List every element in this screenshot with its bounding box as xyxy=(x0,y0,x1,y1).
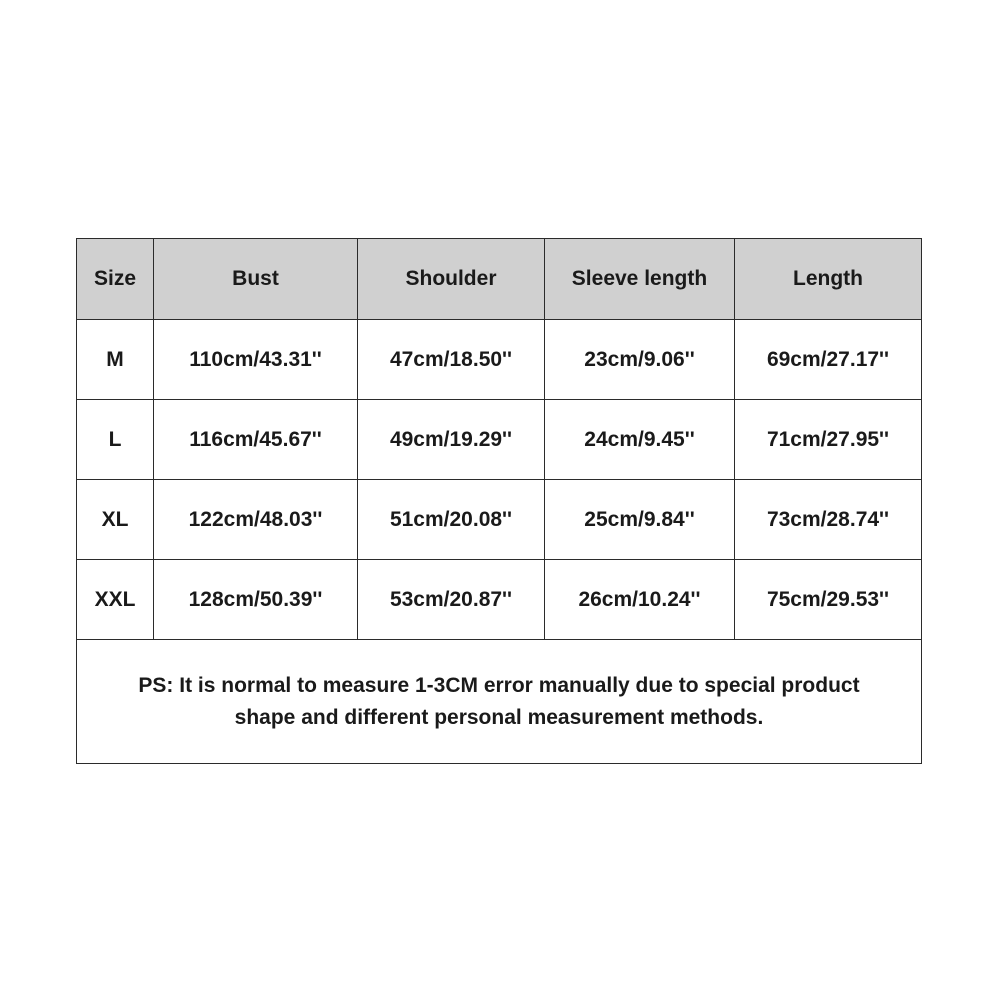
table-row xyxy=(77,320,922,400)
length-cell: 75cm/29.53'' xyxy=(735,560,922,640)
table-row xyxy=(77,400,922,480)
sleeve-length-cell: 25cm/9.84'' xyxy=(545,480,735,560)
sleeve-length-cell: 24cm/9.45'' xyxy=(545,400,735,480)
sleeve-length-cell: 26cm/10.24'' xyxy=(545,560,735,640)
column-header-size: Size xyxy=(77,239,154,320)
column-header-sleeve-length: Sleeve length xyxy=(545,239,735,320)
shoulder-cell: 51cm/20.08'' xyxy=(358,480,545,560)
size-table xyxy=(76,238,922,764)
table-row xyxy=(77,480,922,560)
note-line: PS: It is normal to measure 1-3CM error manually due to special product xyxy=(138,673,860,697)
measurement-note xyxy=(77,640,922,764)
size-cell: XL xyxy=(77,480,154,560)
table-header-row xyxy=(77,239,922,320)
bust-cell: 122cm/48.03'' xyxy=(154,480,358,560)
bust-cell: 110cm/43.31'' xyxy=(154,320,358,400)
length-cell: 69cm/27.17'' xyxy=(735,320,922,400)
shoulder-cell: 49cm/19.29'' xyxy=(358,400,545,480)
column-header-length: Length xyxy=(735,239,922,320)
length-cell: 71cm/27.95'' xyxy=(735,400,922,480)
size-cell: M xyxy=(77,320,154,400)
note-line: shape and different personal measurement methods. xyxy=(234,705,764,729)
shoulder-cell: 47cm/18.50'' xyxy=(358,320,545,400)
shoulder-cell: 53cm/20.87'' xyxy=(358,560,545,640)
column-header-bust: Bust xyxy=(154,239,358,320)
bust-cell: 128cm/50.39'' xyxy=(154,560,358,640)
note-row xyxy=(77,640,922,764)
size-chart xyxy=(76,238,921,763)
length-cell: 73cm/28.74'' xyxy=(735,480,922,560)
size-cell: XXL xyxy=(77,560,154,640)
table-row xyxy=(77,560,922,640)
size-cell: L xyxy=(77,400,154,480)
column-header-shoulder: Shoulder xyxy=(358,239,545,320)
bust-cell: 116cm/45.67'' xyxy=(154,400,358,480)
sleeve-length-cell: 23cm/9.06'' xyxy=(545,320,735,400)
